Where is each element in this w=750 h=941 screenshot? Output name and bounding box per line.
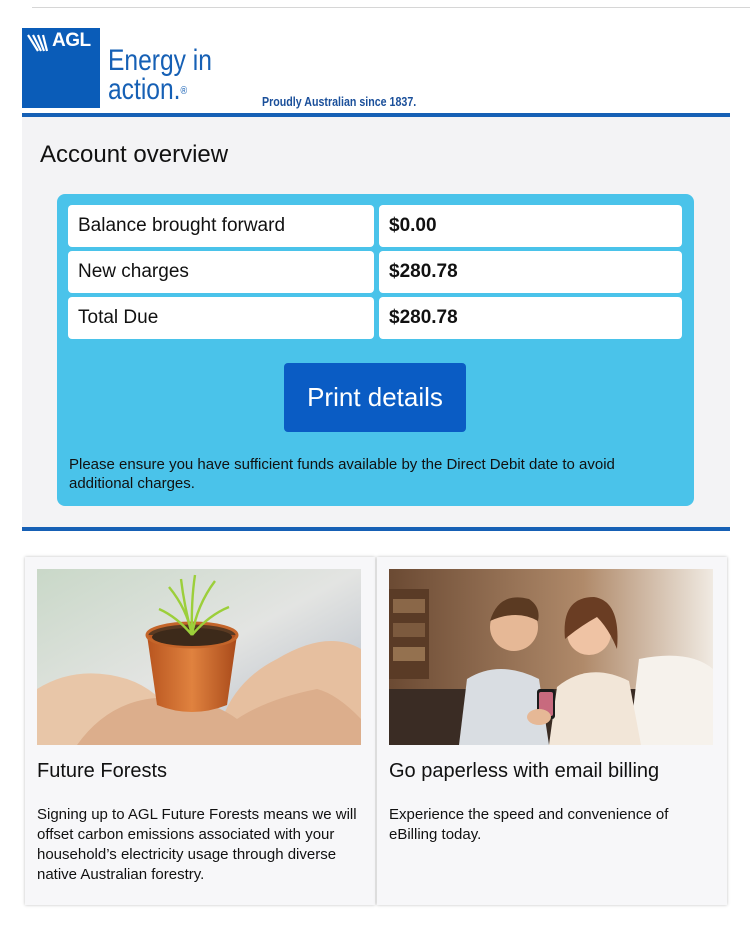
- row-label: Total Due: [68, 297, 374, 339]
- seedling-pot-in-hands-image: [37, 569, 361, 745]
- tagline-line-1: Energy in: [108, 44, 212, 77]
- tagline-line-2: action.®: [108, 73, 188, 106]
- agl-sunburst-icon: [26, 33, 52, 53]
- top-divider: [32, 7, 750, 8]
- promo-title: Future Forests: [37, 760, 168, 782]
- table-row: [68, 297, 682, 339]
- row-value: $280.78: [379, 251, 682, 293]
- proudly-australian-text: Proudly Australian since 1837.: [262, 94, 417, 109]
- promo-tile-paperless[interactable]: [377, 557, 727, 905]
- registered-mark: ®: [180, 85, 188, 97]
- print-details-button[interactable]: Print details: [284, 363, 466, 432]
- row-label: New charges: [68, 251, 374, 293]
- row-value: $0.00: [379, 205, 682, 247]
- promo-body: Signing up to AGL Future Forests means we will offset carbon emissions associated with your household’s electricity usage through diverse native Australian forestry.: [37, 806, 357, 883]
- balance-card: [57, 194, 694, 506]
- section-divider: [22, 527, 730, 531]
- account-overview-section: [22, 117, 730, 527]
- brand-tagline: [108, 46, 212, 104]
- promo-title: Go paperless with email billing: [389, 760, 660, 782]
- promo-body: Experience the speed and convenience of eBilling today.: [389, 806, 669, 843]
- row-label: Balance brought forward: [68, 205, 374, 247]
- promo-tile-future-forests[interactable]: [25, 557, 375, 905]
- agl-logo: [22, 28, 100, 108]
- section-title: Account overview: [40, 141, 229, 168]
- direct-debit-note: Please ensure you have sufficient funds available by the Direct Debit date to avoid additional charges.: [69, 456, 615, 492]
- row-value: $280.78: [379, 297, 682, 339]
- logo-wordmark: AGL: [52, 30, 91, 51]
- table-row: [68, 251, 682, 293]
- table-row: [68, 205, 682, 247]
- couple-with-phone-image: [389, 569, 713, 745]
- email-header: [22, 28, 730, 116]
